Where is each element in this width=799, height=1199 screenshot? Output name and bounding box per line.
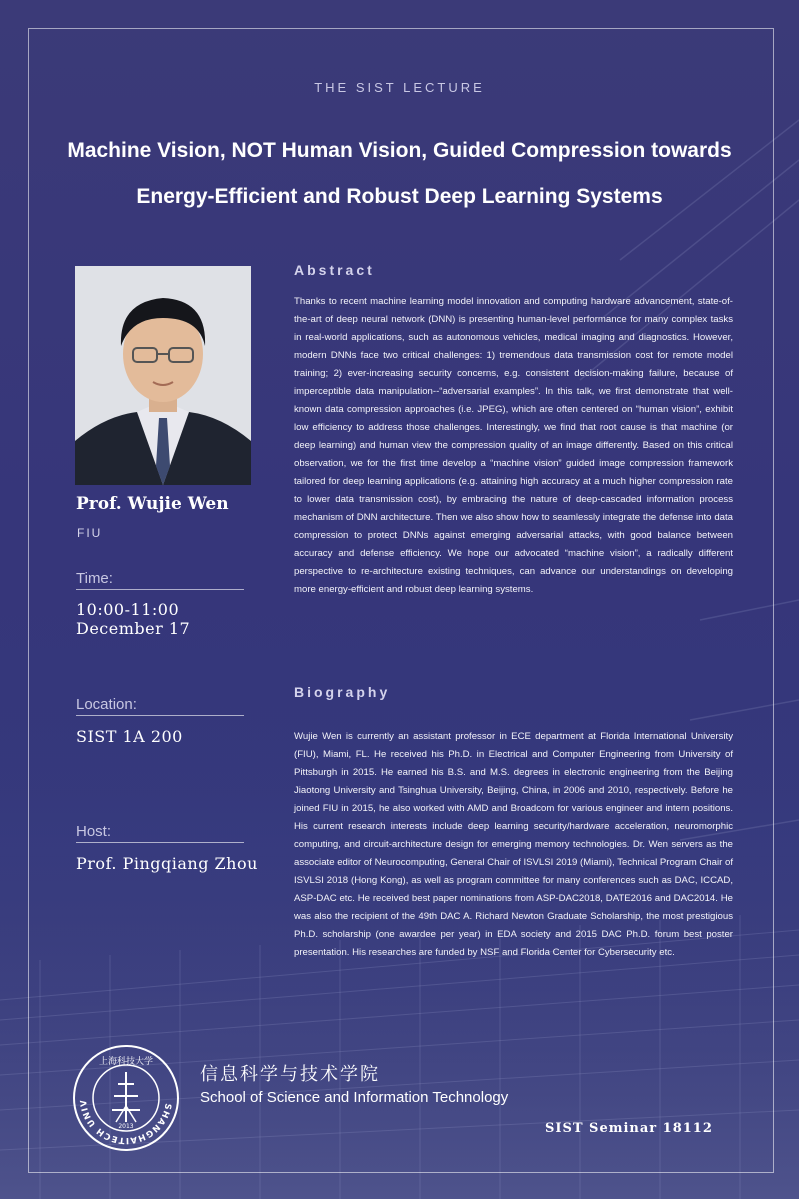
talk-title	[40, 128, 759, 220]
seal-year: 2013	[118, 1123, 134, 1130]
abstract-text: Thanks to recent machine learning model innovation and computing hardware advancement, state-of-the-art of deep neural network (DNN) is presenting human-level performance for many complex tasks in real-world applications, such as autonomous vehicles, medical imaging and diagnostics. However, modern DNNs face two critical challenges: 1) tremendous data transmission cost for remote model training; 2) ever-increasing security concerns, e.g. consistent decision-making failure, because of imperceptible data manipulation--“adversarial examples”. In this talk, we first demonstrate that well-known data compression approaches (i.e. JPEG), which are often centered on “human vision”, exhibit low efficiency to address those challenges. Interestingly, we find that root cause is that machine (or deep learning) and human view the compression quality of an image differently. Based on this critical observation, we for the first time develop a “machine vision” guided image compression framework tailored for deep learning applications (e.g. attaining high accuracy at a much higher compression rate to lower data transmission cost), by embracing the nature of deep-cascaded information process mechanism of DNN architecture. Then we also show how to seamlessly integrate the defense into data compression to protect DNNs against emerging adversarial attacks, with good balance between accuracy and defense efficiency. We hope our advocated “machine vision”, a radically different perspective to re-architecture existing techniques, can advance our understandings on developing more energy-efficient and robust deep learning systems.	[294, 296, 733, 595]
host-value: Prof. Pingqiang Zhou	[76, 854, 258, 873]
biography-heading: Biography	[294, 684, 391, 700]
seal-cn: 上海科技大学	[98, 1057, 154, 1067]
host-label: Host:	[76, 823, 244, 843]
location-value: SIST 1A 200	[76, 727, 183, 746]
abstract-heading: Abstract	[294, 262, 375, 278]
time-date: December 17	[76, 619, 191, 638]
seal-text: SHANGHAITECH UNIV	[78, 1098, 173, 1146]
lecture-kicker: THE SIST LECTURE	[314, 80, 485, 95]
biography-text: Wujie Wen is currently an assistant professor in ECE department at Florida International University (FIU), Miami, FL. He received his Ph.D. in Electrical and Computer Engineering from University of Pittsburgh in 2015. He earned his B.S. and M.S. degrees in electronic engineering from the Beijing Jiaotong University and Tsinghua University, Beijing, China, in 2006 and 2010, respectively. Before he joined FIU in 2015, he also worked with AMD and Broadcom for various engineer and intern positions. His current research interests include deep learning security/hardware acceleration, neuromorphic computing, and circuit-architecture design for emerging memory technologies. Dr. Wen servers as the associate editor of Neurocomputing, General Chair of ISVLSI 2019 (Miami), Technical Program Chair of ISVLSI 2018 (Hong Kong), as well as program committee for many conferences such as DAC, ICCAD, ASP-DAC etc. He received best paper nominations from ASP-DAC2018, DATE2016 and DAC2014. He was also the recipient of the 49th DAC A. Richard Newton Graduate Scholarship, the most prestigious Ph.D. scholarship (one awardee per year) in EDA society and 2015 DAC Ph.D. forum best poster presentation. His researches are funded by NSF and Florida Center for Cybersecurity etc.	[294, 731, 733, 958]
speaker-affiliation: FIU	[77, 526, 103, 540]
time-label: Time:	[76, 570, 244, 590]
university-seal-icon	[72, 1044, 180, 1152]
time-value	[76, 600, 190, 638]
speaker-photo	[75, 266, 251, 485]
school-name-cn: 信息科学与技术学院	[200, 1064, 380, 1084]
talk-title-line-2: Energy-Efficient and Robust Deep Learning Systems	[136, 185, 663, 208]
talk-title-line-1: Machine Vision, NOT Human Vision, Guided Compression towards	[67, 139, 732, 162]
location-label: Location:	[76, 696, 244, 716]
seminar-number: SIST Seminar 18112	[545, 1121, 713, 1136]
speaker-name: Prof. Wujie Wen	[76, 494, 229, 514]
time-range: 10:00-11:00	[76, 600, 180, 619]
school-name-en: School of Science and Information Technology	[200, 1089, 509, 1106]
